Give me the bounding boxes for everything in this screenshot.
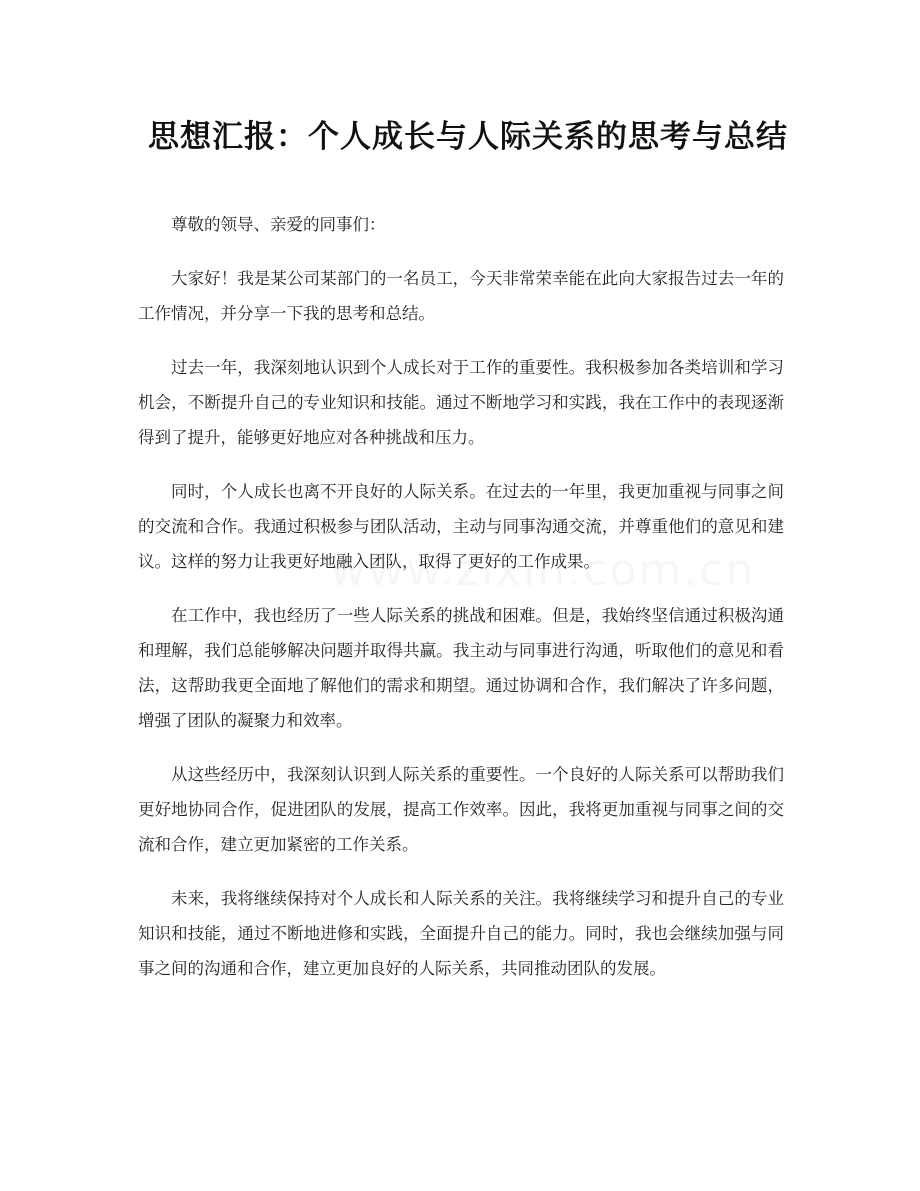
document-title: 思想汇报：个人成长与人际关系的思考与总结 [148,119,788,155]
paragraph-greeting: 大家好！我是某公司某部门的一名员工，今天非常荣幸能在此向大家报告过去一年的工作情况，并分享一下我的思考和总结。 [138,269,784,323]
paragraph-relationships: 同时，个人成长也离不开良好的人际关系。在过去的一年里，我更加重视与同事之间的交流和合作。我通过积极参与团队活动，主动与同事沟通交流，并尊重他们的意见和建议。这样的努力让我更好地融入团队，取得了更好的工作成果。 [138,482,784,571]
salutation: 尊敬的领导、亲爱的同事们： [171,215,386,234]
paragraph-challenges: 在工作中，我也经历了一些人际关系的挑战和困难。但是，我始终坚信通过积极沟通和理解，我们总能够解决问题并取得共赢。我主动与同事进行沟通，听取他们的意见和看法，这帮助我更全面地了解他们的需求和期望。通过协调和合作，我们解决了许多问题，增强了团队的凝聚力和效率。 [138,606,784,730]
paragraph-growth: 过去一年，我深刻地认识到个人成长对于工作的重要性。我积极参加各类培训和学习机会，不断提升自己的专业知识和技能。通过不断地学习和实践，我在工作中的表现逐渐得到了提升，能够更好地应对各种挑战和压力。 [138,358,784,447]
paragraph-lessons: 从这些经历中，我深刻认识到人际关系的重要性。一个良好的人际关系可以帮助我们更好地协同合作，促进团队的发展，提高工作效率。因此，我将更加重视与同事之间的交流和合作，建立更加紧密的工作关系。 [138,765,784,854]
paragraph-future: 未来，我将继续保持对个人成长和人际关系的关注。我将继续学习和提升自己的专业知识和技能，通过不断地进修和实践，全面提升自己的能力。同时，我也会继续加强与同事之间的沟通和合作，建立更加良好的人际关系，共同推动团队的发展。 [138,889,784,978]
document-body [138,207,784,986]
